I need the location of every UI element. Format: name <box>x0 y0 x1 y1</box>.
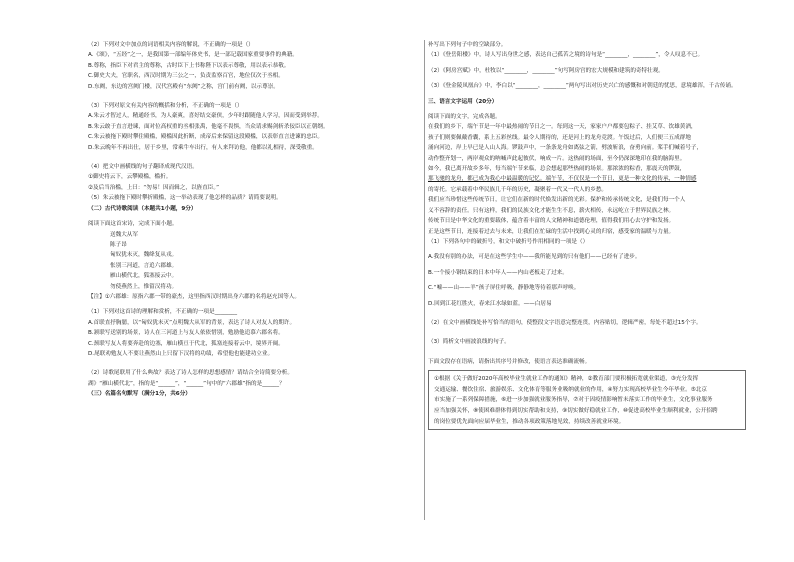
question-4 <box>88 162 408 193</box>
passage-line: 涌向河边，岸上早已是人山人海。锣鼓声中，一条条龙舟如离弦之箭，劈波斩浪，奋勇向前。桨手们喊着号子， <box>428 145 703 152</box>
poem-title: 送魏大从军 <box>110 231 138 238</box>
left-column <box>88 40 408 400</box>
poem-intro: 阅读下面这首宋诗，完成下面小题。 <box>88 221 178 228</box>
box-line: 的岗位要优先面向应届毕业生，推动各项政策落地见效，持续改善就业环境。 <box>434 418 625 425</box>
box-line: 交通运输、餐饮住宿、旅游娱乐、文化体育等服务业吸纳就业的作用，④努力实现高校毕业生今年毕业。⑤北京 <box>434 386 707 393</box>
poem-question-1 <box>88 307 408 359</box>
option-b: B.尊称，指臣下对君主的尊称，古时臣下上书称陛下以表示尊敬，用以表示恭敬。 <box>88 62 290 69</box>
box-line: 市实施了一系列保障措施，⑥进一步加强就业服务指导，⑦对于因疫情影响暂未落实工作的毕业生，文化事业服务 <box>434 397 713 404</box>
poem-note: 【注】①六郡雄：原指六郡一带的豪杰，这里指西汉时期出身六郡的名将赵充国等人。 <box>88 293 300 300</box>
question-2 <box>88 40 408 92</box>
option-c: C.“嘘——山——羊”孩子屏住呼吸，静静地等待着那声呼唤。 <box>428 285 580 292</box>
section-title: 三、语言文字运用（20分） <box>428 98 498 105</box>
sentence-2: ②及后当治槛，上曰：“勿易！因而辑之，以旌直臣。” <box>88 184 220 191</box>
option-a: A.《颂》，“五经”之一，是我国第一部编年体史书，是一部记载国家重要事件的典籍。 <box>88 52 298 59</box>
option-c: C.朱云被拖下殿时攀住殿槛，殿槛因此折断，成帝后来保留这段殿槛，以表彰直言进谏的忠臣。 <box>88 134 324 141</box>
fill-blank-1: （1）《登岳阳楼》中，诗人写出身世之感，表达自己孤苦之境的诗句是“________，________”，令人叹息不已。 <box>428 52 704 59</box>
passage-line: 传统节日是中华文化的重要载体，蕴含着丰富的人文精神和道德伦理，值得我们用心去守护和发扬。 <box>428 218 675 225</box>
sentence-1: ①御史将云下，云攀殿槛，槛折。 <box>88 174 172 181</box>
poem-line: 雁山横代北，狐塞接云中。 <box>110 273 178 280</box>
option-c: C.颈联写友人将要奔赴的边塞，雁山横亘于代北，狐塞连接着云中，境界开阔。 <box>88 340 284 347</box>
passage-line: 孩子们则要佩戴香囊，系上五彩丝线。最令人期待的，还是河上的龙舟竞渡。午饭过后，人们便三五成群地 <box>428 134 691 141</box>
box-line: ①根据《关于做好2020年高校毕业生就业工作的通知》精神，②教育部门要积极拓宽就业渠道，③充分发挥 <box>434 376 699 383</box>
passage-line: 那飞驰的龙舟，都已成为我心中最温暖的记忆。端午节，不仅仅是一个节日，更是一种文化的传承，一种情感 <box>428 176 697 183</box>
option-c: C.御史大夫，官职名，西汉时期为三公之一，负责监察百官，地位仅次于丞相。 <box>88 73 284 80</box>
poem-question-2 <box>88 368 408 389</box>
option-a: A.朱云才智过人，精通经书，为人豪爽，喜好结交豪侠，少年时跟随他人学习，因而受到举荐。 <box>88 113 323 120</box>
question-stem: （2）下列对文中加点的词语相关内容的解说，不正确的一项是（） <box>88 42 254 48</box>
passage-line: 我们应当珍惜这些传统节日，让它们在新的时代焕发出新的光彩。保护和传承传统文化，是我们每一个人 <box>428 197 686 204</box>
passage-line: 动作整齐划一，两岸观众的呐喊声此起彼伏，响成一片。这热闹的场面，至今仍深深地印在我的脑海里。 <box>428 155 686 162</box>
option-b: B.一个接小钢结束的日本中年人——内山老板走了过来。 <box>428 269 568 276</box>
section-title: （二）古代诗歌阅读（本题共1小题，9分） <box>88 205 197 212</box>
poem-line: 勿使燕然上，惟留汉将功。 <box>110 283 178 290</box>
option-d: D.尾联劝勉友人不要让燕然山上只留下汉将的功绩，希望他也能建功立业。 <box>88 350 274 357</box>
poem-line: 怅别三河道，言追六郡雄。 <box>110 262 178 269</box>
reading-passage <box>428 122 746 236</box>
passage-line: 在我们的乡下，端午节是一年中最热闹的节日之一。每到这一天，家家户户都要包粽子、挂艾草、饮雄黄酒， <box>428 124 697 131</box>
poem-author: 陈子昂 <box>110 241 127 248</box>
option-d: D.东阙，东边的宫阙门楼，汉代宫殿有“东阙”之称，宫门前有阙，以示尊崇。 <box>88 83 279 90</box>
question-stem: （1）下列对这首诗的理解和赏析，不正确的一项是________ <box>88 309 237 316</box>
question-5: （5）朱云被拖下殿时攀折殿槛，这一举动表现了他怎样的品质？请简要说明。 <box>88 195 282 202</box>
question-stem: （3）下列对原文有关内容的概括和分析，不正确的一项是（） <box>88 103 243 110</box>
option-b: B.朱云敢于直言进谏，面对位高权重的丞相张禹，他毫不畏惧，当众请求赐剑斩杀佞臣以正朝纲。 <box>88 123 329 130</box>
option-d: D.朱云晚年不再出仕，居于乡里，常乘牛车出行，有人来拜访他，他都以礼相待，深受敬重。 <box>88 144 318 151</box>
poem-line: 匈奴犹未灭，魏绛复从戎。 <box>110 252 178 259</box>
question-3: （3）简析文中画波浪线的句子。 <box>428 339 510 346</box>
passage-line: 如今，我已离开故乡多年，每当端午节来临，总会想起那些热闹的场景。那浓浓的粽香，那震天的锣鼓， <box>428 166 686 173</box>
passage-line: 正是这些节日，连接着过去与未来，让我们在忙碌的生活中找到心灵的归宿，感受家的温暖与力量。 <box>428 228 675 235</box>
passage-intro: 阅读下面的文字，完成各题。 <box>428 114 501 121</box>
option-a: A.首联直抒胸臆，以“匈奴犹未灭”点明魏大从军的背景，表达了诗人对友人的期许。 <box>88 319 296 326</box>
passage-line: 的寄托。它承载着中华民族几千年的历史，凝聚着一代又一代人的乡愁。 <box>428 186 608 193</box>
instruction: 补写出下列句子中的空缺部分。 <box>428 42 507 48</box>
question-stem: （4）把文中画横线的句子翻译成现代汉语。 <box>88 164 198 171</box>
option-b: B.颔联写送别的场景，诗人在三河道上与友人依依惜别，勉励他追慕六郡名将。 <box>88 330 284 337</box>
section-title: （三）名篇名句默写（满分1分，共6分） <box>88 391 191 398</box>
question-3 <box>88 101 408 153</box>
question-stem: （2）诗歌尾联用了什么典故？表达了诗人怎样的思想感情？请结合全诗简要分析。 <box>88 370 293 377</box>
text-box <box>428 370 746 430</box>
option-d: D.回到江花红胜火，春来江水绿如蓝。——白居易 <box>428 300 552 307</box>
option-a: A.我没有别的办法，可是在这些学生中——我所能见到的只有他们——已经有了进步。 <box>428 254 641 261</box>
box-line: 应当加强关怀，⑧使困难群体得到切实帮助和支持，⑨切实做好稳就业工作，⑩促进高校毕业生顺利就业，公开招聘 <box>434 407 718 414</box>
question-1: （1）下列各句中的破折号，和文中破折号作用相同的一项是（） <box>428 238 589 245</box>
right-column <box>428 40 746 433</box>
fill-blank-2: （2）《阿房宫赋》中，杜牧以“________，________”句写阿房宫的宏大规模和建筑的奇特壮观。 <box>428 67 664 74</box>
question-2: （2）在文中画横线处补写恰当的语句，使整段文字语意完整连贯，内容贴切，逻辑严密，每处不超过15个字。 <box>428 319 702 326</box>
box-intro: 下面文段存在语病，请指出其序号并修改，使语言表达准确流畅。 <box>428 358 591 365</box>
passage-line: 义不容辞的责任。只有这样，我们的民族文化才能生生不息，薪火相传，永远屹立于世界民族之林。 <box>428 207 675 214</box>
column-divider <box>424 40 425 520</box>
fill-blank-3: （3）《登金陵凤凰台》中，李白以“________，________”两句写出对历史兴亡的感慨和对朝廷的忧思，意境雄浑，千古传诵。 <box>428 83 737 90</box>
question-continuation: 湖》“雁山横代北”，指的是“______”，“______”句中的“六郡雄”指的是______？ <box>88 380 285 387</box>
